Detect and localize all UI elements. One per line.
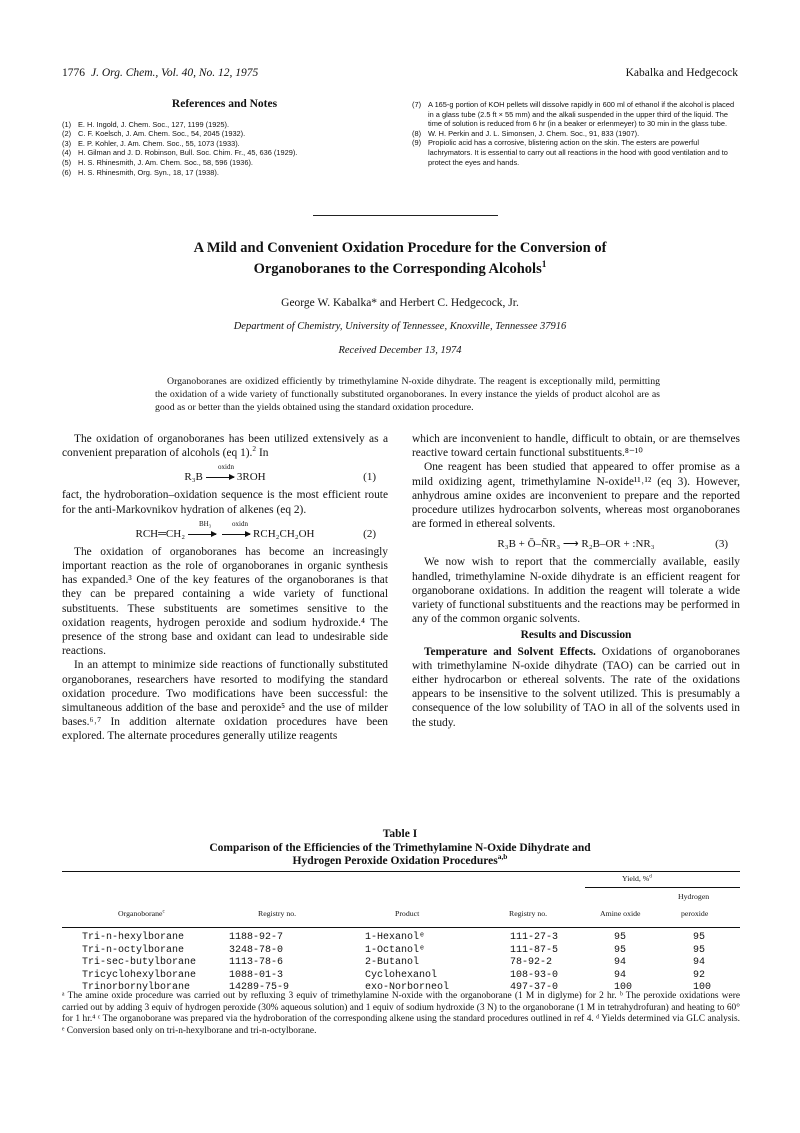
eq3-text: R₃B + Ō–N̄R₃ ⟶ R₂B–OR + :NR₃ <box>497 538 655 551</box>
references-list-left <box>62 120 387 178</box>
table-caption-line-1: Comparison of the Efficiencies of the Trimethylamine N-Oxide Dihydrate and <box>209 841 591 854</box>
table-cell-h2o2: 92 <box>693 969 706 981</box>
reference-text: H. Gilman and J. D. Robinson, Bull. Soc. Chim. Fr., 45, 636 (1929). <box>78 148 298 158</box>
reference-number: (6) <box>62 167 72 177</box>
equation-1 <box>62 460 388 488</box>
paragraph-7-heading: Temperature and Solvent Effects. <box>424 645 596 658</box>
reference-item <box>62 168 387 178</box>
reference-item <box>62 148 387 158</box>
table-cell-reg1: 1088-01-3 <box>229 969 284 981</box>
eq2-arrow-1 <box>188 534 216 535</box>
body-column-left <box>62 432 388 744</box>
reference-item <box>62 120 387 130</box>
table-header-rule <box>62 927 740 928</box>
paragraph-2: The oxidation of organoboranes has become an increasingly important reaction as the role of organoboranes in organic synthesis has expanded.³ One of the key features of the organoboranes is that they can be prepared containing a wide variety of functional substituents. These substituents are sometimes sensitive to the oxidation reagents, hydrogen peroxide and sodium hydroxide.⁴ The presence of the strong base and oxidant can lead to undesirable side reactions. <box>62 545 388 658</box>
abstract: Organoboranes are oxidized efficiently by trimethylamine N-oxide dihydrate. The reagent is exceptionally mild, permitting the oxidation of a wide variety of functionally substituted organoboranes. In every instance the yields of product alcohol are as good as or better than the yields obtained using the standard oxidation procedure. <box>155 376 660 413</box>
eq2-reagent-1: BH₃ <box>199 519 212 528</box>
table-cell-h2o2: 95 <box>693 944 706 956</box>
header-hydrogen: Hydrogen <box>678 892 710 901</box>
references-heading: References and Notes <box>171 98 278 110</box>
body-column-right <box>412 432 740 730</box>
reference-text: E. P. Kohler, J. Am. Chem. Soc., 55, 1073 (1933). <box>78 138 240 148</box>
article-title <box>60 238 740 280</box>
references-list-right <box>412 100 740 167</box>
received-date: Received December 13, 1974 <box>338 345 462 356</box>
table-cell-amine: 95 <box>614 932 627 943</box>
eq1-lhs: R₃B <box>184 471 203 484</box>
paragraph-1b: fact, the hydroboration–oxidation sequence is the most efficient route for the anti-Markovnikov hydration of alkenes (eq 2). <box>62 489 388 516</box>
table-row <box>62 932 740 944</box>
table-cell-amine: 100 <box>614 982 633 993</box>
reference-text: C. F. Koelsch, J. Am. Chem. Soc., 54, 2045 (1932). <box>78 129 246 139</box>
table-cell-h2o2: 94 <box>693 957 706 968</box>
table-caption <box>62 828 738 869</box>
table-row <box>62 945 740 957</box>
table-label: Table I <box>382 828 418 840</box>
header-left <box>62 67 258 79</box>
reference-item <box>412 129 740 139</box>
header-registry-2: Registry no. <box>509 909 548 918</box>
reference-number: (5) <box>62 157 72 167</box>
paragraph-7 <box>412 645 740 730</box>
table-cell-org: Tri-sec-butylborane <box>82 957 197 968</box>
citation-mark: 2 <box>252 444 257 454</box>
eq1-rhs: 3ROH <box>236 471 266 484</box>
header-registry-1: Registry no. <box>258 909 297 918</box>
table-cell-org: Tri-n-octylborane <box>82 944 185 956</box>
references-right <box>412 100 740 167</box>
table-cell-org: Tricyclohexylborane <box>82 969 197 981</box>
eq2-rhs: RCH₂CH₂OH <box>253 527 315 540</box>
table-cell-reg2: 111-87-5 <box>510 944 559 956</box>
header-yield <box>622 874 652 883</box>
section-heading: Results and Discussion <box>520 629 632 642</box>
eq2-number: (2) <box>363 527 376 540</box>
header-yield-note: d <box>649 873 652 880</box>
reference-number: (9) <box>412 138 422 148</box>
table-cell-prod: 1-Hexanolᵉ <box>365 932 426 943</box>
eq1-number: (1) <box>363 471 376 484</box>
reference-text: W. H. Perkin and J. L. Simonsen, J. Chem. Soc., 91, 833 (1907). <box>428 128 640 138</box>
table-cell-reg1: 1188-92-7 <box>229 932 284 943</box>
table-cell-org: Tri-n-hexylborane <box>82 932 185 943</box>
table-row <box>62 957 740 969</box>
equation-2 <box>62 517 388 545</box>
header-organoborane-note: c <box>162 908 165 915</box>
table-caption-line-2: Hydrogen Peroxide Oxidation Procedures <box>292 855 498 867</box>
paragraph-3: In an attempt to minimize side reactions of functionally substituted organoboranes, researchers have resorted to modifying the standard oxidation procedure. Two modifications have been successful: the simultaneous addition of the base and peroxide⁵ and the use of milder bases.⁶˒⁷ In addition alternate oxidation procedures have been explored. The alternate procedures generally utilize reagents <box>62 659 388 743</box>
table-cell-reg2: 108-93-0 <box>510 969 559 981</box>
reference-text: Propiolic acid has a corrosive, blistering action on the skin. The esters are powerful lachrymators. It is essential to carry out all reactions in the hood with good ventilation and to protect the eyes and hands. <box>428 138 728 167</box>
reference-number: (7) <box>412 100 422 109</box>
paragraph-7-text: Oxidations of organoboranes with trimethylamine N-oxide dihydrate (TAO) can be carried out in either hydrocarbon or ethereal solvents. The rate of the oxidations appears to be insensitive to the solvent utilized. This is presumably a consequence of the low solubility of TAO in all of the solvents used in the study. <box>412 645 740 729</box>
references-left <box>62 100 387 177</box>
running-header <box>62 67 738 83</box>
reference-text: H. S. Rhinesmith, Org. Syn., 18, 17 (1938). <box>78 167 219 177</box>
table-cell-prod: 2-Butanol <box>365 957 420 968</box>
table-cell-prod: 1-Octanolᵉ <box>365 944 426 956</box>
table-caption-notes: a,b <box>497 852 508 862</box>
title-line-2: Organoboranes to the Corresponding Alcohols <box>253 261 542 277</box>
header-product: Product <box>395 909 420 918</box>
paragraph-6: We now wish to report that the commercially available, easily handled, trimethylamine N-oxide dihydrate is an efficient reagent for organoborane oxidations. In addition the reagent will tolerate a wide variety of functional substituents and the reactions may be performed in any of the common organic solvents. <box>412 556 740 626</box>
table-footnotes: ᵃ The amine oxide procedure was carried out by refluxing 3 equiv of trimethylamine N-oxide with the organoborane (1 M in diglyme) for 2 hr. ᵇ The peroxide oxidations were carried out by adding 3 equiv of hydrogen peroxide (30% aqueous solution) and 1 equiv of sodium hydroxide (3 N) to the organoborane (1 M in tetrahydrofuran) and heating to 60° for 1 hr.⁴ ᶜ The organoborane was prepared via the hydroboration of the corresponding alkene using the standard procedures outlined in ref 4. ᵈ Yields determined via GLC analysis. ᵉ Conversion based only on tri-n-hexylborane and tri-n-octylborane. <box>62 991 740 1036</box>
eq3-number: (3) <box>715 538 728 551</box>
table-cell-reg2: 497-37-0 <box>510 982 559 993</box>
header-peroxide: peroxide <box>681 909 709 918</box>
reference-text: E. H. Ingold, J. Chem. Soc., 127, 1199 (1925). <box>78 119 230 129</box>
paragraph-5: One reagent has been studied that appeared to offer promise as a mild oxidizing agent, trimethylamine N-oxide¹¹˒¹² (eq 3). However, anhydrous amine oxides are inconvenient to prepare and the reported procedure utilizes hydrocarbon solvents, whereas most organoboranes are formed in ethereal solvents. <box>412 461 740 531</box>
reference-number: (4) <box>62 148 72 158</box>
table-cell-amine: 94 <box>614 957 627 968</box>
title-line-1: A Mild and Convenient Oxidation Procedure for the Conversion of <box>193 240 607 256</box>
journal-citation: J. Org. Chem., Vol. 40, No. 12, 1975 <box>91 67 259 79</box>
eq2-arrow-2 <box>222 534 250 535</box>
affiliation: Department of Chemistry, University of Tennessee, Knoxville, Tennessee 37916 <box>233 321 567 332</box>
table-cell-reg2: 78-92-2 <box>510 957 553 968</box>
section-divider <box>313 215 498 216</box>
table-row <box>62 970 740 982</box>
paragraph-1a-text: The oxidation of organoboranes has been utilized extensively as a convenient preparation of alcohols (eq 1). <box>62 433 388 460</box>
table-cell-org: Trinorbornylborane <box>82 982 191 993</box>
table-top-rule <box>62 871 740 872</box>
eq1-reagent: oxidn <box>218 463 234 472</box>
reference-number: (8) <box>412 128 422 138</box>
table-cell-reg1: 1113-78-6 <box>229 957 284 968</box>
reference-number: (3) <box>62 138 72 148</box>
header-organoborane-text: Organoborane <box>118 909 163 918</box>
table-cell-amine: 94 <box>614 969 627 981</box>
reference-item <box>62 129 387 139</box>
header-authors: Kabalka and Hedgecock <box>625 67 738 79</box>
reference-item <box>412 138 740 167</box>
table-cell-h2o2: 100 <box>693 982 712 993</box>
table-cell-h2o2: 95 <box>693 932 706 943</box>
reference-item <box>62 158 387 168</box>
yield-rule <box>585 887 740 888</box>
eq2-lhs: RCH═CH₂ <box>135 527 186 540</box>
paragraph-1a-end: In <box>256 447 269 460</box>
table-cell-reg2: 111-27-3 <box>510 932 559 943</box>
equation-3 <box>412 531 740 555</box>
table-cell-amine: 95 <box>614 944 627 956</box>
reference-number: (2) <box>62 129 72 139</box>
reference-text: H. S. Rhinesmith, J. Am. Chem. Soc., 58, 596 (1936). <box>78 157 253 167</box>
title-footnote-mark: 1 <box>541 260 547 271</box>
table-cell-reg1: 14289-75-9 <box>229 982 290 993</box>
reference-text: A 165-g portion of KOH pellets will dissolve rapidly in 600 ml of ethanol if the alcohol is placed in a glass tube (2.5 ft × 55 mm) and the alkali suspended in the upper third of the liquid. The time of solution is reduced from 6 hr (in a beaker or erlenmeyer) to 30 min in the glass tube. <box>428 100 735 129</box>
reference-item <box>62 139 387 149</box>
eq1-arrow <box>206 477 234 478</box>
table-cell-prod: Cyclohexanol <box>365 969 438 981</box>
table-cell-reg1: 3248-78-0 <box>229 944 284 956</box>
header-amine-oxide: Amine oxide <box>600 909 641 918</box>
header-organoborane <box>118 909 165 918</box>
paragraph-4: which are inconvenient to handle, difficult to obtain, or are themselves reactive toward certain functional substituents.⁸⁻¹⁰ <box>412 433 740 460</box>
table-cell-prod: exo-Norborneol <box>365 982 450 993</box>
reference-item <box>412 100 740 129</box>
eq2-reagent-2: oxidn <box>232 519 248 528</box>
paragraph-1a <box>62 432 388 460</box>
page-number: 1776 <box>62 67 85 79</box>
reference-number: (1) <box>62 119 72 129</box>
author-list: George W. Kabalka* and Herbert C. Hedgecock, Jr. <box>281 297 519 309</box>
header-yield-text: Yield, % <box>622 874 650 883</box>
